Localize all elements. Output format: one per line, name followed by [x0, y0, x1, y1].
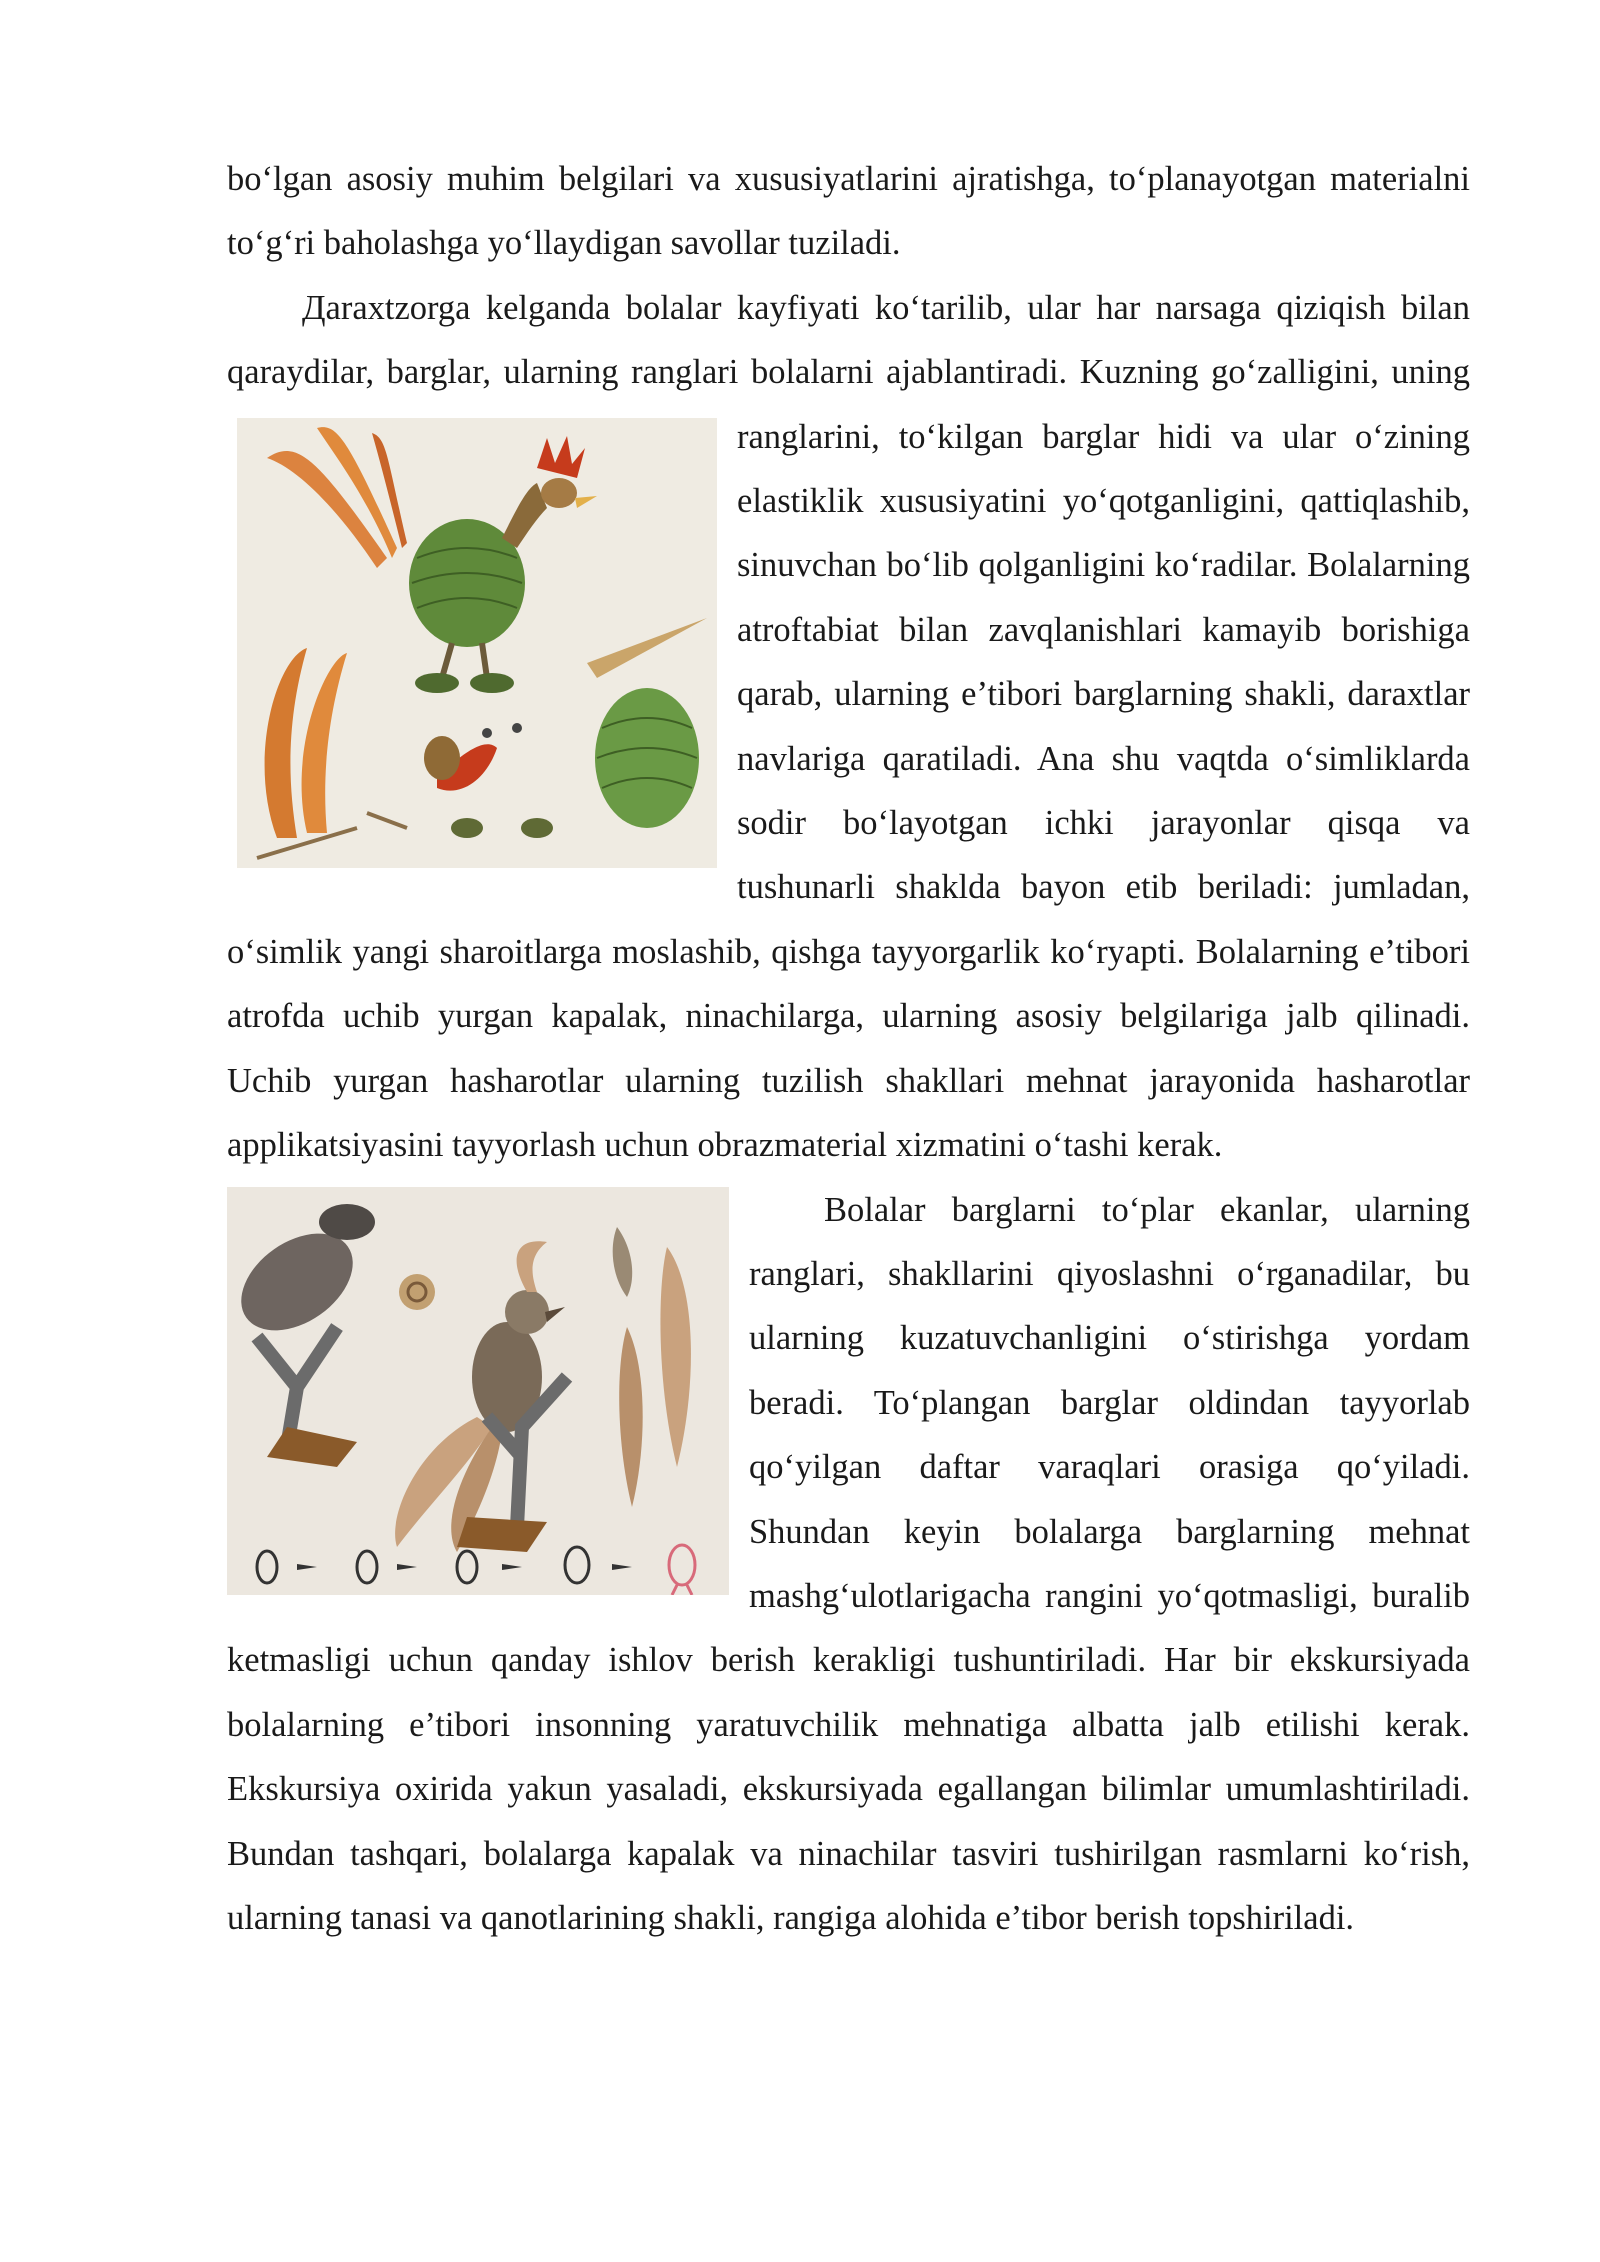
paragraph-3-text: Bolalar barglarni to‘plar ekanlar, ularning ranglari, shakllarini qiyoslashni o‘rganadilar, bu ularning kuzatuvchanligini o‘stirishga yordam beradi. To‘plangan barglar oldindan tayyorlab qo‘yilgan daftar varaqlari orasiga qo‘yiladi. Shundan keyin bolalarga barglarning mehnat mashg‘ulotlarigacha rangini yo‘qotmasligi, buralib ketmasligi uchun qanday ishlov berish kerakligi tushuntiriladi. Har bir ekskursiyada bolalarning e’tibori insonning yaratuvchilik mehnatiga albatta jalb etilishi kerak. Ekskursiya oxirida yakun yasaladi, ekskursiyada egallangan bilimlar umumlashtiriladi. Bundan tashqari, bolalarga kapalak va ninachilar tasviri tushirilgan rasmlarni ko‘rish, ularning tanasi va qanotlarining shakli, rangiga alohida e’tibor berish topshiriladi. — [227, 1190, 1470, 1937]
bird-on-branch-collage-icon — [227, 1187, 729, 1595]
leaf-rooster-collage-art — [237, 418, 717, 868]
leaf-rooster-collage-icon — [237, 418, 717, 868]
paragraph-1: bo‘lgan asosiy muhim belgilari va xususiyatlarini ajratishga, to‘planayotgan materialni to‘g‘ri baholashga yo‘llaydigan savollar tuziladi. — [227, 160, 1470, 263]
document-page — [227, 147, 1470, 1950]
paragraph-2 — [227, 276, 1470, 1178]
paragraph-3 — [227, 1178, 1470, 1951]
paragraph-2-text-after-figure: go‘zalligini, uning ranglarini, to‘kilgan barglar hidi va ular o‘zining elastiklik xususiyatini yo‘qotganligini, qattiqlashib, sinuvchan bo‘lib qolganligini ko‘radilar. Bolalarning atroftabiat bilan zavqlanishlari kamayib borishiga qarab, ularning e’tibori barglarning shakli, daraxtlar navlariga qaratiladi. Ana shu vaqtda o‘simliklarda sodir bo‘layotgan ichki jarayonlar qisqa va tushunarli shaklda bayon etib beriladi: jumladan, o‘simlik yangi sharoitlarga moslashib, qishga tayyorgarlik ko‘ryapti. Bolalarning e’tibori atrofda uchib yurgan kapalak, ninachilarga, ularning asosiy belgilariga jalb qilinadi. Uchib yurgan hasharotlar ularning tuzilish shakllari mehnat jarayonida hasharotlar applikatsiyasini tayyorlash uchun obrazmaterial xizmatini o‘tashi kerak. — [227, 353, 1470, 1165]
paragraph-2-text-before-figure: Дaraxtzorga kelganda bolalar kayfiyati ko‘tarilib, ular har narsaga qiziqish bilan qaraydilar, barglar, ularning ranglari bolalarni ajablantiradi. Kuzning — [227, 288, 1470, 392]
bird-on-branch-collage-art — [227, 1187, 729, 1595]
